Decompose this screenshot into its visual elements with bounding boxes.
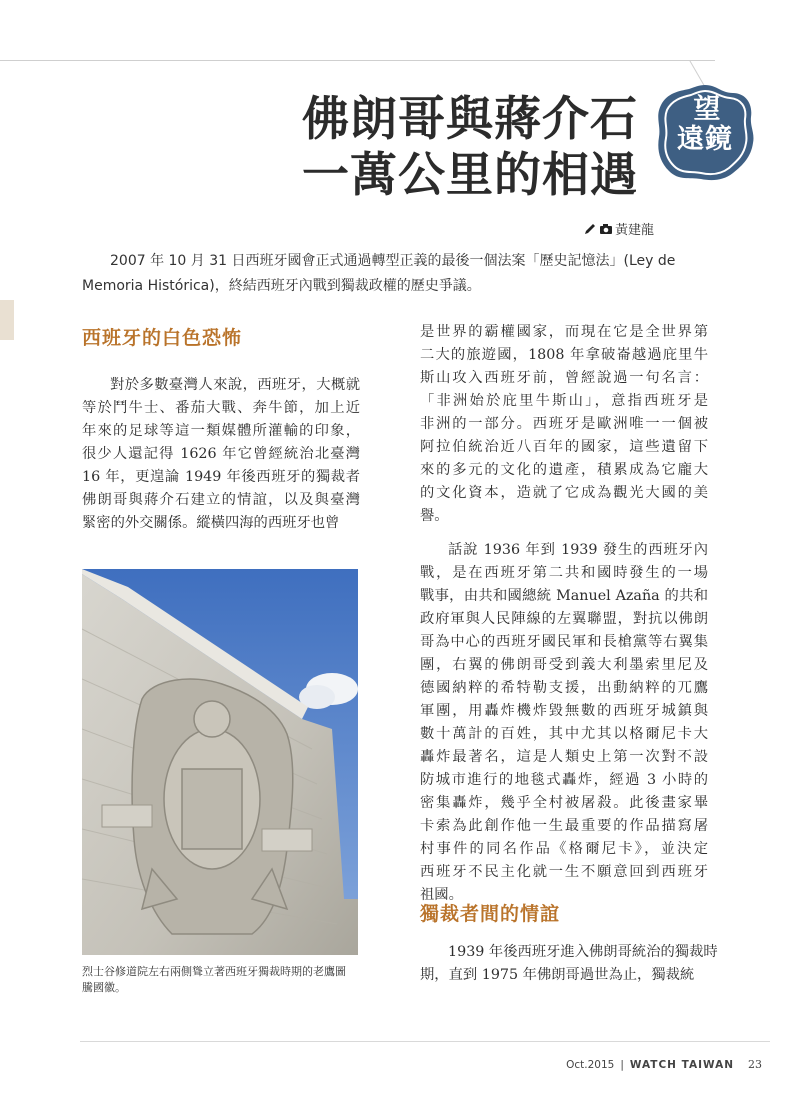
- monument-photo: [82, 569, 358, 955]
- magazine-name: WATCH TAIWAN: [629, 1058, 734, 1071]
- text-line: 「非洲始於庇里牛斯山」，意指西班牙是: [420, 393, 708, 409]
- section-heading-2: 獨裁者間的情誼: [420, 903, 561, 925]
- text-line: 政府軍與人民陣線的左翼聯盟，對抗以佛朗: [420, 611, 708, 627]
- right-column-paragraph-3: [420, 941, 718, 987]
- text-line: 期，直到 1975 年佛朗哥過世為止，獨裁統: [420, 967, 695, 983]
- byline: [584, 219, 654, 238]
- text-line: 戰事，由共和國總統 Manuel Azaña 的共和: [420, 588, 708, 604]
- text-line: 對於多數臺灣人來說，西班牙，大概就: [110, 377, 360, 393]
- footer-separator: |: [620, 1058, 624, 1071]
- text-line: 轟炸最著名，這是人類史上第一次對不設: [420, 749, 708, 765]
- text-line: 1939 年後西班牙進入佛朗哥統治的獨裁時: [448, 944, 718, 960]
- text-line: 是世界的霸權國家，而現在它是全世界第: [420, 324, 708, 340]
- text-line: 數十萬計的百姓，其中尤其以格爾尼卡大: [420, 726, 708, 742]
- pen-icon: [584, 222, 597, 235]
- camera-icon: [599, 223, 613, 235]
- text-line: 西班牙不民主化就一生不願意回到西班牙: [420, 864, 708, 880]
- text-line: 二大的旅遊國，1808 年拿破崙越過庇里牛: [420, 347, 708, 363]
- text-line: 的文化資本，造就了它成為觀光大國的美: [420, 485, 708, 501]
- text-line: 話說 1936 年到 1939 發生的西班牙內: [448, 542, 708, 558]
- text-line: 阿拉伯統治近八百年的國家，這些遺留下: [420, 439, 708, 455]
- issue-date: Oct.2015: [566, 1058, 615, 1071]
- text-line: 緊密的外交關係。縱橫四海的西班牙也曾: [82, 515, 340, 531]
- text-line: 年來的足球等這一類媒體所灌輸的印象，: [82, 423, 360, 439]
- text-line: 村事件的同名作品《格爾尼卡》，並決定: [420, 841, 708, 857]
- caption-line-1: 烈士谷修道院左右兩側聳立著西班牙獨裁時期的老鷹圖: [82, 965, 346, 978]
- text-line: 卡索為此創作他一生最重要的作品描寫屠: [420, 818, 708, 834]
- page-footer: [566, 1058, 762, 1071]
- column-badge: [655, 83, 755, 183]
- text-line: 防城市進行的地毯式轟炸，經過 3 小時的: [420, 772, 708, 788]
- page-number: 23: [748, 1058, 762, 1071]
- left-column-text: [82, 374, 360, 535]
- text-line: 德國納粹的希特勒支援，出動納粹的兀鷹: [420, 680, 708, 696]
- text-line: 哥為中心的西班牙國民軍和長槍黨等右翼集: [420, 634, 708, 650]
- author-name: 黃建龍: [614, 223, 654, 238]
- caption-line-2: 騰國徽。: [82, 981, 126, 994]
- text-line: 斯山攻入西班牙前，曾經說過一句名言：: [420, 370, 708, 386]
- top-rule: [0, 60, 715, 61]
- badge-line-2: 遠鏡: [677, 124, 733, 155]
- lede-line-2: Memoria Histórica)，終結西班牙內戰到獨裁政權的歷史爭議。: [82, 278, 481, 294]
- lede-line-1: 2007 年 10 月 31 日西班牙國會正式通過轉型正義的最後一個法案「歷史記憶法」(Ley de: [110, 253, 676, 269]
- text-line: 等於鬥牛士、番茄大戰、奔牛節，加上近: [82, 400, 360, 416]
- lede-paragraph: [82, 249, 722, 299]
- text-line: 非洲的一部分。西班牙是歐洲唯一一個被: [420, 416, 708, 432]
- badge-text: [655, 95, 755, 155]
- text-line: 密集轟炸，幾乎全村被屠殺。此後畫家畢: [420, 795, 708, 811]
- text-line: 團，右翼的佛朗哥受到義大利墨索里尼及: [420, 657, 708, 673]
- text-line: 譽。: [420, 508, 449, 524]
- right-column-paragraph-1: [420, 321, 708, 528]
- title-line-2: 一萬公里的相遇: [302, 148, 638, 203]
- section-heading-1: 西班牙的白色恐怖: [82, 327, 243, 349]
- footer-rule: [80, 1041, 770, 1042]
- text-line: 軍團，用轟炸機炸毀無數的西班牙城鎮與: [420, 703, 708, 719]
- right-column-paragraph-2: [420, 539, 708, 907]
- photo-caption: [82, 964, 364, 996]
- text-line: 祖國。: [420, 887, 463, 903]
- text-line: 佛朗哥與蔣介石建立的情誼，以及與臺灣: [82, 492, 360, 508]
- margin-tab: [0, 300, 14, 340]
- article-title: [198, 92, 638, 204]
- badge-line-1: 望: [693, 94, 723, 125]
- text-line: 戰，是在西班牙第二共和國時發生的一場: [420, 565, 708, 581]
- text-line: 來的多元的文化的遺產，積累成為它龐大: [420, 462, 708, 478]
- title-line-1: 佛朗哥與蔣介石: [302, 92, 638, 147]
- text-line: 16 年，更遑論 1949 年後西班牙的獨裁者: [82, 469, 360, 485]
- text-line: 很少人還記得 1626 年它曾經統治北臺灣: [82, 446, 360, 462]
